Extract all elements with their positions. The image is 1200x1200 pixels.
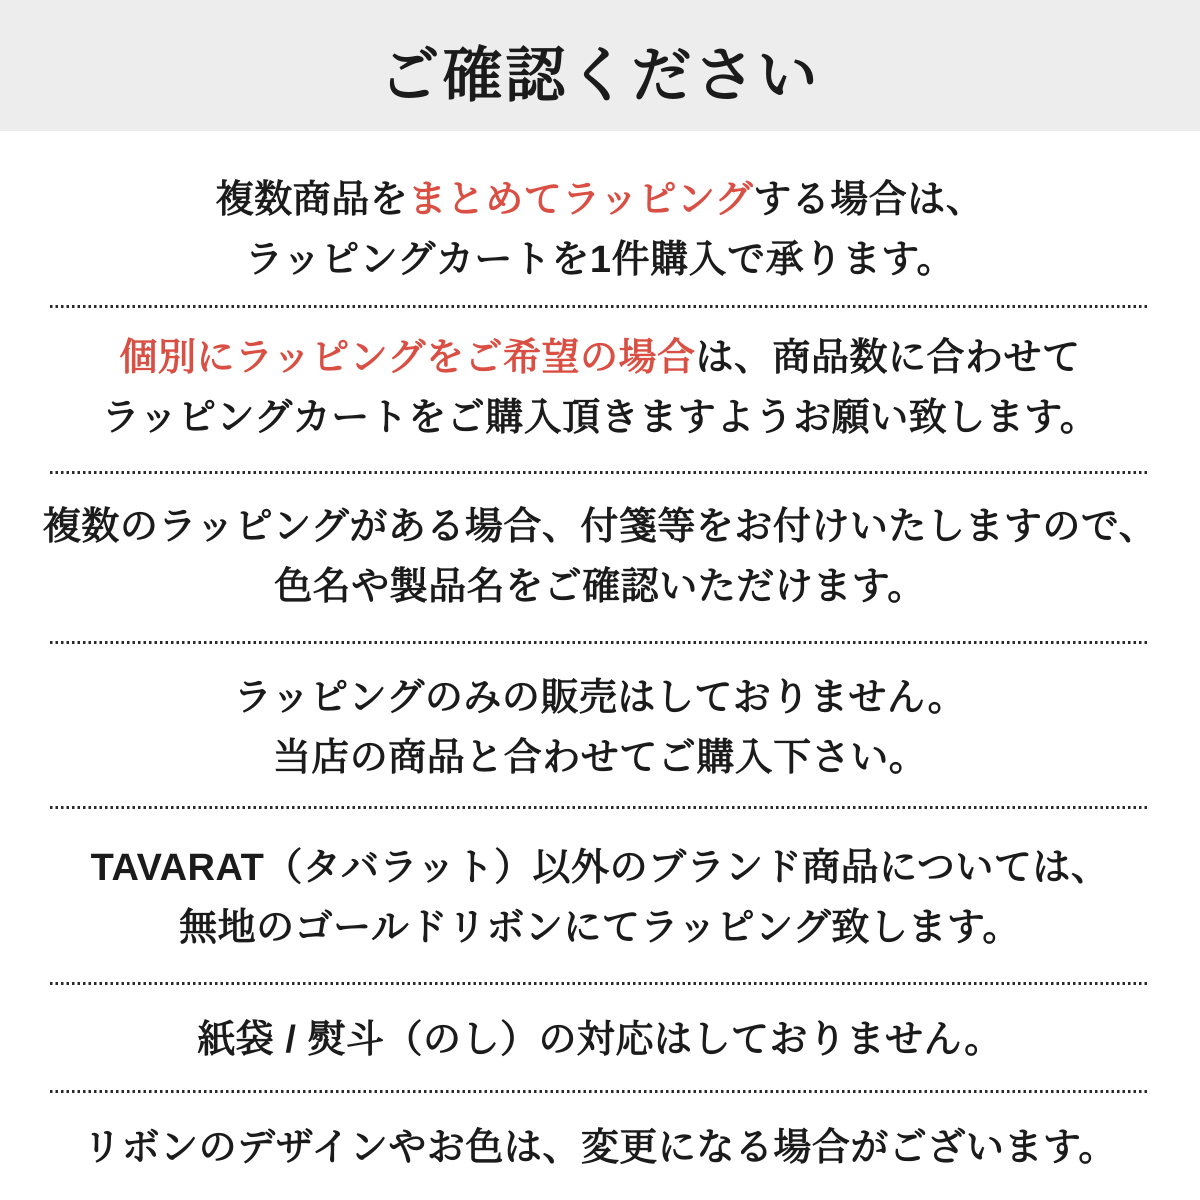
dotted-divider bbox=[50, 1090, 1150, 1093]
notice-line bbox=[0, 230, 1200, 290]
notice-text: は、商品数に合わせて bbox=[695, 337, 1081, 379]
notice-paragraph-6 bbox=[0, 1010, 1200, 1070]
notice-text: する場合は、 bbox=[753, 179, 985, 221]
notice-paragraph-2 bbox=[0, 328, 1200, 448]
notice-text: TAVARAT（タバラット）以外のブランド商品については、 bbox=[90, 847, 1110, 889]
notice-line bbox=[0, 838, 1200, 898]
dotted-divider bbox=[50, 305, 1150, 308]
dotted-divider bbox=[50, 641, 1150, 644]
notice-line bbox=[0, 497, 1200, 557]
notice-line bbox=[0, 170, 1200, 230]
notice-paragraph-7 bbox=[0, 1118, 1200, 1178]
notice-text: ラッピングのみの販売はしておりません。 bbox=[233, 677, 967, 719]
notice-paragraph-5 bbox=[0, 838, 1200, 958]
notice-line bbox=[0, 328, 1200, 388]
dotted-divider bbox=[50, 982, 1150, 985]
notice-paragraph-3 bbox=[0, 497, 1200, 617]
notice-text: リボンのデザインやお色は、変更になる場合がございます。 bbox=[83, 1127, 1117, 1169]
notice-line bbox=[0, 898, 1200, 958]
notice-paragraph-1 bbox=[0, 170, 1200, 290]
notice-text: 色名や製品名をご確認いただけます。 bbox=[274, 566, 926, 608]
notice-text: 無地のゴールドリボンにてラッピング致します。 bbox=[179, 907, 1021, 949]
notice-paragraph-4 bbox=[0, 668, 1200, 788]
notice-text-highlight: まとめてラッピング bbox=[408, 179, 754, 221]
notice-line bbox=[0, 388, 1200, 448]
notice-line bbox=[0, 1118, 1200, 1178]
notice-text: 当店の商品と合わせてご購入下さい。 bbox=[272, 737, 928, 779]
notice-line bbox=[0, 1010, 1200, 1070]
notice-line bbox=[0, 668, 1200, 728]
page-title: ご確認ください bbox=[379, 41, 821, 109]
notice-line bbox=[0, 728, 1200, 788]
notice-text: 複数のラッピングがある場合、付箋等をお付けいたしますので、 bbox=[42, 506, 1158, 548]
notice-text: ラッピングカートをご購入頂きますようお願い致します。 bbox=[101, 397, 1099, 439]
notice-text: 紙袋 / 熨斗（のし）の対応はしておりません。 bbox=[197, 1019, 1003, 1061]
notice-text-highlight: 個別にラッピングをご希望の場合 bbox=[119, 337, 696, 379]
notice-text: 複数商品を bbox=[215, 179, 409, 221]
header-banner bbox=[0, 0, 1200, 131]
notice-line bbox=[0, 557, 1200, 617]
dotted-divider bbox=[50, 806, 1150, 809]
notice-text: ラッピングカートを1件購入で承ります。 bbox=[244, 239, 956, 281]
dotted-divider bbox=[50, 471, 1150, 474]
